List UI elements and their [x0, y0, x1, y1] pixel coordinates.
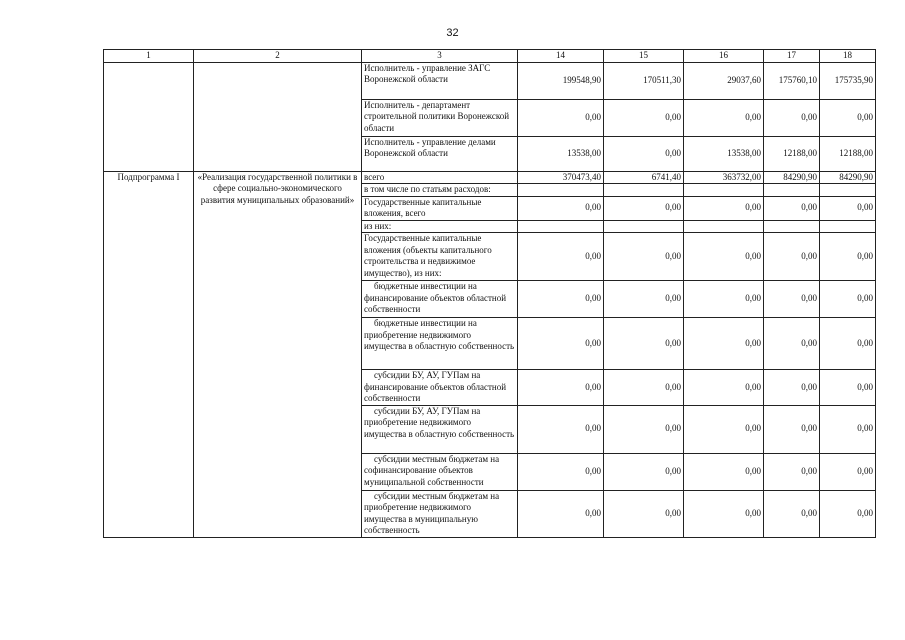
header-cell: 2 [194, 50, 362, 63]
value-cell: 0,00 [684, 453, 764, 490]
value-cell: 6741,40 [604, 171, 684, 184]
value-cell: 29037,60 [684, 62, 764, 99]
value-cell: 0,00 [604, 318, 684, 370]
empty-cell [104, 62, 194, 171]
expense-label: субсидии БУ, АУ, ГУПам на приобретение недвижимого имущества в областную собственность [362, 405, 518, 453]
expense-row [104, 171, 876, 184]
value-cell: 0,00 [820, 370, 876, 406]
executor-label: Исполнитель - управление делами Воронежской области [362, 136, 518, 171]
value-cell: 0,00 [518, 99, 604, 136]
expense-label: субсидии местным бюджетам на софинансирование объектов муниципальной собственности [362, 453, 518, 490]
value-cell: 0,00 [764, 281, 820, 318]
value-cell: 0,00 [518, 370, 604, 406]
value-cell: 12188,00 [764, 136, 820, 171]
value-cell: 0,00 [518, 405, 604, 453]
value-cell: 0,00 [820, 490, 876, 537]
value-cell: 0,00 [820, 318, 876, 370]
value-cell: 13538,00 [518, 136, 604, 171]
expense-label: всего [362, 171, 518, 184]
value-cell [604, 184, 684, 197]
header-cell: 17 [764, 50, 820, 63]
value-cell: 0,00 [764, 196, 820, 220]
value-cell [518, 220, 604, 233]
value-cell: 0,00 [684, 318, 764, 370]
expense-label: субсидии БУ, АУ, ГУПам на финансирование объектов областной собственности [362, 370, 518, 406]
value-cell: 0,00 [518, 318, 604, 370]
value-cell: 0,00 [820, 453, 876, 490]
value-cell: 0,00 [764, 370, 820, 406]
value-cell: 13538,00 [684, 136, 764, 171]
expense-label: бюджетные инвестиции на приобретение недвижимого имущества в областную собственность [362, 318, 518, 370]
value-cell: 0,00 [820, 99, 876, 136]
value-cell: 0,00 [604, 405, 684, 453]
budget-table [103, 49, 876, 538]
value-cell: 0,00 [604, 281, 684, 318]
value-cell: 0,00 [518, 196, 604, 220]
value-cell [604, 220, 684, 233]
value-cell: 84290,90 [820, 171, 876, 184]
value-cell: 84290,90 [764, 171, 820, 184]
header-cell: 3 [362, 50, 518, 63]
subprogram-code: Подпрограмма I [104, 171, 194, 537]
header-cell: 18 [820, 50, 876, 63]
value-cell: 175735,90 [820, 62, 876, 99]
value-cell: 0,00 [684, 490, 764, 537]
empty-cell [194, 62, 362, 171]
expense-label: субсидии местным бюджетам на приобретение недвижимого имущества в муниципальную собственность [362, 490, 518, 537]
page-number: 32 [446, 27, 459, 39]
value-cell: 0,00 [684, 233, 764, 281]
value-cell: 0,00 [764, 405, 820, 453]
executor-label: Исполнитель - управление ЗАГС Воронежской области [362, 62, 518, 99]
header-cell: 15 [604, 50, 684, 63]
value-cell: 0,00 [684, 405, 764, 453]
expense-label: бюджетные инвестиции на финансирование объектов областной собственности [362, 281, 518, 318]
header-cell: 1 [104, 50, 194, 63]
value-cell: 0,00 [604, 490, 684, 537]
value-cell: 0,00 [764, 490, 820, 537]
value-cell [764, 220, 820, 233]
value-cell: 170511,30 [604, 62, 684, 99]
value-cell: 0,00 [684, 281, 764, 318]
value-cell: 12188,00 [820, 136, 876, 171]
value-cell: 0,00 [820, 196, 876, 220]
value-cell: 0,00 [684, 99, 764, 136]
value-cell: 0,00 [684, 196, 764, 220]
value-cell: 370473,40 [518, 171, 604, 184]
value-cell [684, 220, 764, 233]
value-cell: 0,00 [604, 196, 684, 220]
value-cell [684, 184, 764, 197]
expense-label: из них: [362, 220, 518, 233]
value-cell: 0,00 [820, 281, 876, 318]
value-cell [820, 184, 876, 197]
value-cell [820, 220, 876, 233]
expense-label: в том числе по статьям расходов: [362, 184, 518, 197]
value-cell: 0,00 [764, 453, 820, 490]
value-cell: 0,00 [604, 370, 684, 406]
value-cell: 199548,90 [518, 62, 604, 99]
subprogram-name: «Реализация государственной политики в сфере социально-экономического развития муниципальных образований» [194, 171, 362, 537]
executor-row [104, 62, 876, 99]
value-cell: 0,00 [820, 405, 876, 453]
value-cell: 0,00 [820, 233, 876, 281]
value-cell: 0,00 [518, 233, 604, 281]
value-cell: 0,00 [764, 99, 820, 136]
header-cell: 14 [518, 50, 604, 63]
value-cell: 0,00 [764, 233, 820, 281]
value-cell: 0,00 [604, 453, 684, 490]
value-cell: 0,00 [518, 490, 604, 537]
value-cell [518, 184, 604, 197]
expense-label: Государственные капитальные вложения (объекты капитального строительства и недвижимое имущество), из них: [362, 233, 518, 281]
value-cell [764, 184, 820, 197]
value-cell: 0,00 [518, 281, 604, 318]
header-row [104, 50, 876, 63]
value-cell: 0,00 [604, 99, 684, 136]
executor-label: Исполнитель - департамент строительной политики Воронежской области [362, 99, 518, 136]
value-cell: 0,00 [684, 370, 764, 406]
header-cell: 16 [684, 50, 764, 63]
value-cell: 175760,10 [764, 62, 820, 99]
value-cell: 363732,00 [684, 171, 764, 184]
value-cell: 0,00 [604, 233, 684, 281]
value-cell: 0,00 [764, 318, 820, 370]
value-cell: 0,00 [518, 453, 604, 490]
expense-label: Государственные капитальные вложения, всего [362, 196, 518, 220]
value-cell: 0,00 [604, 136, 684, 171]
